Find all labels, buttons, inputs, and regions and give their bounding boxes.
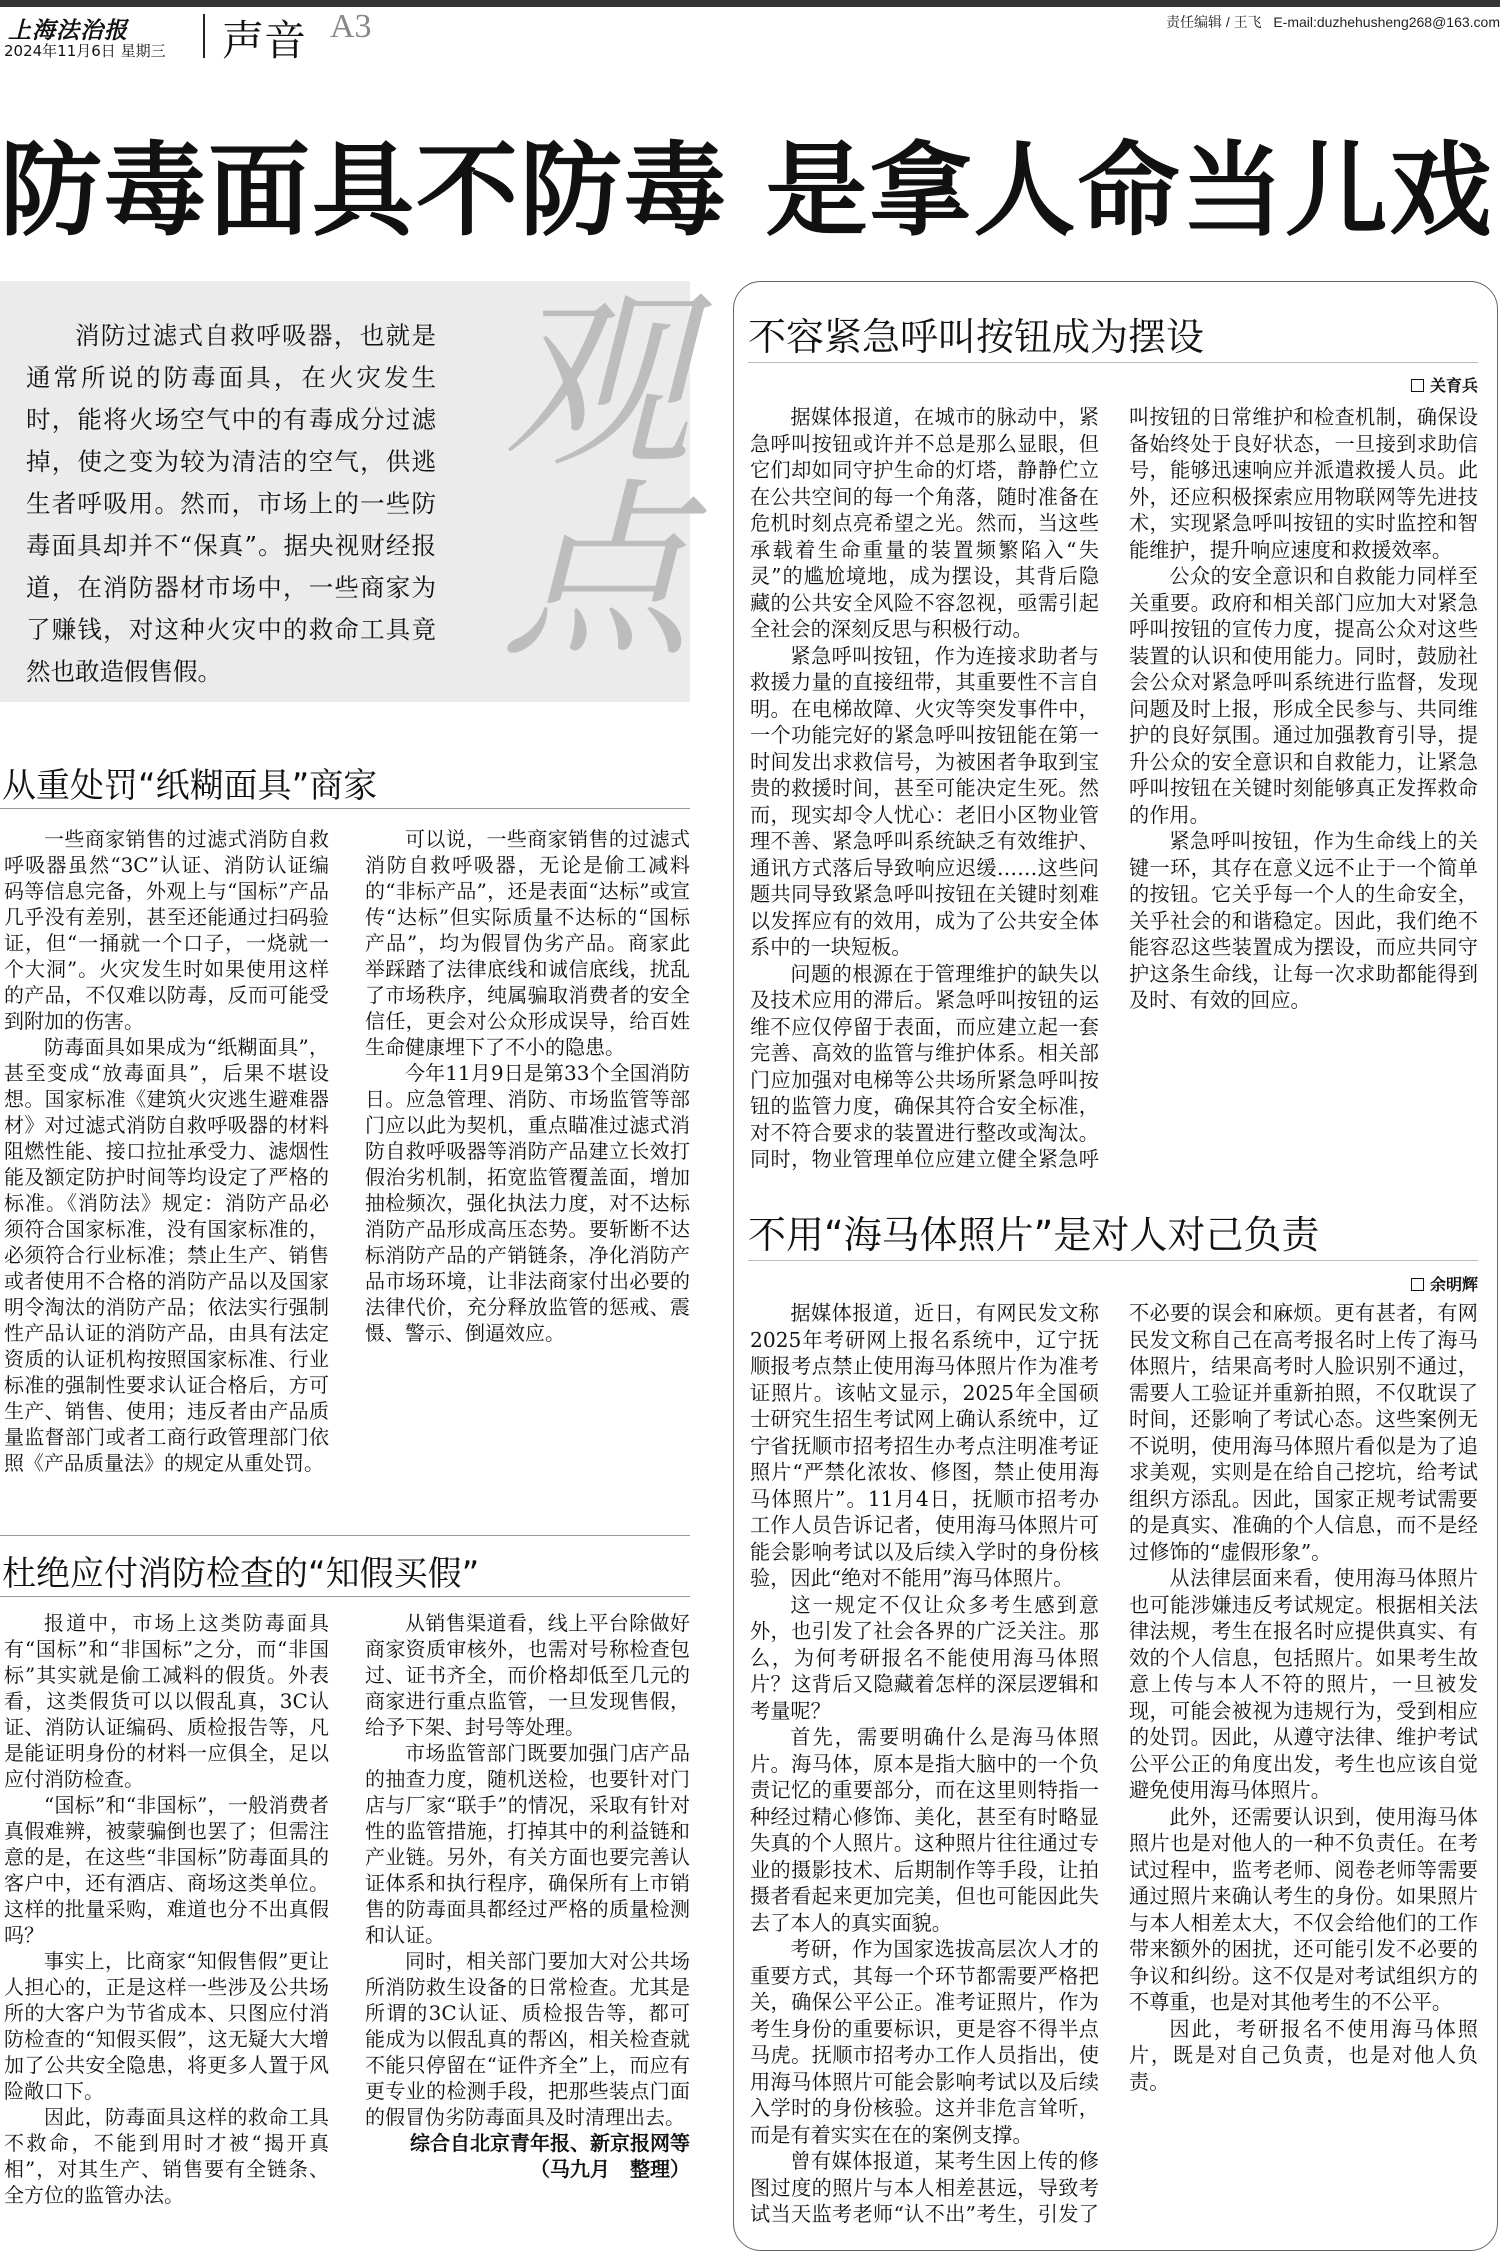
opinion-watermark: 观点	[470, 281, 691, 661]
paragraph: 同时，相关部门要加大对公共场所消防救生设备的日常检查。尤其是所谓的3C认证、质检报告等，都可能成为以假乱真的帮凶，相关检查就不能只停留在“证件齐全”上，而应有更专业的检测手段，把那些装点门面的假冒伪劣防毒面具及时清理出去。	[365, 1949, 690, 2129]
issue-date: 2024年11月6日 星期三	[4, 42, 166, 60]
compiler-credit: （马九月 整理）	[530, 2157, 690, 2181]
page-number: A3	[330, 8, 372, 45]
article1-rule	[748, 362, 1478, 363]
section1-title: 从重处罚“纸糊面具”商家	[2, 766, 378, 806]
top-rule	[0, 0, 1500, 7]
paragraph: “国标”和“非国标”，一般消费者真假难辨，被蒙骗倒也罢了；但需注意的是，在这些“非国标”防毒面具的客户中，还有酒店、商场这类单位。这样的批量采购，难道也分不出真假吗？	[4, 1793, 329, 1947]
paragraph: 可以说，一些商家销售的过滤式消防自救呼吸器，无论是偷工减料的“非标产品”，还是表面“达标”或宣传“达标”但实际质量不达标的“国标产品”，均为假冒伪劣产品。商家此举踩踏了法律底线和诚信底线，扰乱了市场秩序，纯属骗取消费者的安全信任，更会对公众形成误导，给百姓生命健康埋下了不小的隐患。	[365, 827, 690, 1059]
editor-email: E-mail:duzhehusheng268@163.com	[1273, 14, 1500, 30]
byline-square-icon	[1411, 379, 1424, 392]
paragraph: 今年11月9日是第33个全国消防日。应急管理、消防、市场监管等部门应以此为契机，重点瞄准过滤式消防自救呼吸器等消防产品建立长效打假治劣机制，拓宽监管覆盖面，增加抽检频次，强化执法力度，对不达标消防产品形成高压态势。要斩断不达标消防产品的产销链条，净化消防产品市场环境，让非法商家付出必要的法律代价，充分释放监管的惩戒、震慑、警示、倒逼效应。	[365, 1061, 690, 1345]
paragraph: 因此，防毒面具这样的救命工具不救命，不能到用时才被“揭开真相”，对其生产、销售要有全链条、全方位的监管办法。	[4, 2105, 329, 2207]
paragraph: 此外，还需要认识到，使用海马体照片也是对他人的一种不负责任。在考试过程中，监考老师、阅卷老师等需要通过照片来确认考生的身份。如果照片与本人相差太大，不仅会给他们的工作带来额外的困扰，还可能引发不必要的争议和纠纷。这不仅是对考试组织方的不尊重，也是对其他考生的不公平。	[1129, 1804, 1478, 2014]
section1-body	[4, 826, 690, 1526]
paragraph: 因此，考研报名不使用海马体照片，既是对自己负责，也是对他人负责。	[1129, 2016, 1478, 2094]
section2-body	[4, 1610, 690, 2250]
paragraph: 公众的安全意识和自救能力同样至关重要。政府和相关部门应加大对紧急呼叫按钮的宣传力度，提高公众对这些装置的认识和使用能力。同时，鼓励社会公众对紧急呼叫系统进行监督，发现问题及时上报，形成全民参与、共同维护的良好氛围。通过加强教育引导，提升公众的安全意识和自救能力，让紧急呼叫按钮在关键时刻能够真正发挥救命的作用。	[1129, 564, 1478, 827]
newspaper-masthead: 上海法治报	[8, 17, 128, 44]
article2-rule	[748, 1260, 1478, 1261]
article1-body	[750, 404, 1478, 1194]
section2-rule	[0, 1596, 690, 1597]
paragraph: 从销售渠道看，线上平台除做好商家资质审核外，也需对号称检查包过、证书齐全，而价格却低至几元的商家进行重点监管，一旦发现售假，给予下架、封号等处理。	[365, 1611, 690, 1739]
intro-box	[0, 281, 690, 702]
article2-body	[750, 1300, 1478, 2240]
article2-byline	[1411, 1272, 1478, 1295]
editor-info	[1166, 12, 1500, 32]
paragraph: 事实上，比商家“知假售假”更让人担心的，正是这样一些涉及公共场所的大客户为节省成本、只图应付消防检查的“知假买假”，这无疑大大增加了公共安全隐患，将更多人置于风险敞口下。	[4, 1949, 329, 2103]
source-credit: 综合自北京青年报、新京报网等	[410, 2131, 690, 2155]
section2-top-rule	[0, 1535, 690, 1536]
article2-title: 不用“海马体照片”是对人对己负责	[748, 1213, 1320, 1257]
author-name: 余明辉	[1429, 1275, 1478, 1294]
intro-text: 消防过滤式自救呼吸器，也就是通常所说的防毒面具，在火灾发生时，能将火场空气中的有毒成分过滤掉，使之变为较为清洁的空气，供逃生者呼吸用。然而，市场上的一些防毒面具却并不“保真”。据央视财经报道，在消防器材市场中，一些商家为了赚钱，对这种火灾中的救命工具竟然也敢造假售假。	[26, 321, 436, 686]
paragraph: 这一规定不仅让众多考生感到意外，也引发了社会各界的广泛关注。那么，为何考研报名不能使用海马体照片？这背后又隐藏着怎样的深层逻辑和考量呢？	[750, 1592, 1099, 1723]
page-headline: 防毒面具不防毒 是拿人命当儿戏	[0, 132, 1494, 251]
paragraph: 一些商家销售的过滤式消防自救呼吸器虽然“3C”认证、消防认证编码等信息完备，外观上与“国标”产品几乎没有差别，甚至还能通过扫码验证，但“一捅就一个口子，一烧就一个大洞”。火灾发生时如果使用这样的产品，不仅难以防毒，反而可能受到附加的伤害。	[4, 827, 329, 1033]
paragraph: 考研，作为国家选拔高层次人才的重要方式，其每一个环节都需要严格把关，确保公平公正。准考证照片，作为考生身份的重要标识，更是容不得半点马虎。抚顺市招考办工作人员指出，使用海马体照片可能会影响考试以及后续入学时的身份核验。这并非危言耸听，而是有着实实在在的案例支撑。	[750, 1937, 1099, 2147]
paragraph: 紧急呼叫按钮，作为连接求助者与救援力量的直接纽带，其重要性不言自明。在电梯故障、火灾等突发事件中，一个功能完好的紧急呼叫按钮能在第一时间发出求救信号，为被困者争取到宝贵的救援时间，甚至可能决定生死。然而，现实却令人忧心：老旧小区物业管理不善、紧急呼叫系统缺乏有效维护、通讯方式落后导致响应迟缓……这些问题共同导致紧急呼叫按钮在关键时刻难以发挥应有的效用，成为了公共安全体系中的一块短板。	[750, 643, 1099, 959]
paragraph: 曾有媒体报道，某考生因上传的修图过度的照片与本人相差甚远，导致考试当天监考老师“认不出”考生，引发了不必要的误会和麻烦。更有甚者，有网民发文称自己在高考报名时上传了海马体照片，结果高考时人脸识别不通过，需要人工验证并重新拍照，不仅耽误了时间，还影响了考试心态。这些案例无不说明，使用海马体照片看似是为了追求美观，实则是在给自己挖坑，给考试组织方添乱。因此，国家正规考试需要的是真实、准确的个人信息，而不是经过修饰的“虚假形象”。	[750, 1301, 1478, 2226]
paragraph: 据媒体报道，在城市的脉动中，紧急呼叫按钮或许并不总是那么显眼，但它们却如同守护生命的灯塔，静静伫立在公共空间的每一个角落，随时准备在危机时刻点亮希望之光。然而，当这些承载着生命重量的装置频繁陷入“失灵”的尴尬境地，成为摆设，其背后隐藏的公共安全风险不容忽视，亟需引起全社会的深刻反思与积极行动。	[750, 405, 1099, 641]
section-name: 声音	[222, 16, 307, 65]
paragraph: 紧急呼叫按钮，作为生命线上的关键一环，其存在意义远不止于一个简单的按钮。它关乎每一个人的生命安全，关乎社会的和谐稳定。因此，我们绝不能容忍这些装置成为摆设，而应共同守护这条生命线，让每一次求助都能得到及时、有效的回应。	[1129, 829, 1478, 1012]
section2-title: 杜绝应付消防检查的“知假买假”	[2, 1554, 480, 1594]
section1-rule	[0, 808, 690, 809]
paragraph: 首先，需要明确什么是海马体照片。海马体，原本是指大脑中的一个负责记忆的重要部分，而在这里则特指一种经过精心修饰、美化，甚至有时略显失真的个人照片。这种照片往往通过专业的摄影技术、后期制作等手段，让拍摄者看起来更加完美，但也可能因此失去了本人的真实面貌。	[750, 1725, 1099, 1935]
article1-title: 不容紧急呼叫按钮成为摆设	[748, 315, 1205, 359]
paragraph: 报道中，市场上这类防毒面具有“国标”和“非国标”之分，而“非国标”其实就是偷工减料的假货。外表看，这类假货可以以假乱真，3C认证、消防认证编码、质检报告等，凡是能证明身份的材料一应俱全，足以应付消防检查。	[4, 1611, 329, 1791]
paragraph: 市场监管部门既要加强门店产品的抽查力度，随机送检，也要针对门店与厂家“联手”的情况，采取有针对性的监管措施，打掉其中的利益链和产业链。另外，有关方面也要完善认证体系和执行程序，确保所有上市销售的防毒面具都经过严格的质量检测和认证。	[365, 1741, 690, 1947]
paragraph: 防毒面具如果成为“纸糊面具”，甚至变成“放毒面具”，后果不堪设想。国家标准《建筑火灾逃生避难器材》对过滤式消防自救呼吸器的材料阻燃性能、接口拉扯承受力、滤烟性能及额定防护时间等均设定了严格的标准。《消防法》规定：消防产品必须符合国家标准，没有国家标准的，必须符合行业标准；禁止生产、销售或者使用不合格的消防产品以及国家明令淘汰的消防产品；依法实行强制性产品认证的消防产品，由具有法定资质的认证机构按照国家标准、行业标准的强制性要求认证合格后，方可生产、销售、使用；违反者由产品质量监督部门或者工商行政管理部门依照《产品质量法》的规定从重处罚。	[4, 1035, 329, 1475]
paragraph: 问题的根源在于管理维护的缺失以及技术应用的滞后。紧急呼叫按钮的运维不应仅停留于表面，而应建立起一套完善、高效的监管与维护体系。相关部门应加强对电梯等公共场所紧急呼叫按钮的监管力度，确保其符合安全标准，对不符合要求的装置进行整改或淘汰。同时，物业管理单位应建立健全紧急呼叫按钮的日常维护和检查机制，确保设备始终处于良好状态，一旦接到求助信号，能够迅速响应并派遣救援人员。此外，还应积极探索应用物联网等先进技术，实现紧急呼叫按钮的实时监控和智能维护，提升响应速度和救援效率。	[750, 405, 1478, 1171]
author-name: 关育兵	[1429, 376, 1478, 395]
paragraph: 从法律层面来看，使用海马体照片也可能涉嫌违反考试规定。根据相关法律法规，考生在报名时应提供真实、有效的个人信息，包括照片。如果考生故意上传与本人不符的照片，一旦被发现，可能会被视为违规行为，受到相应的处罚。因此，从遵守法律、维护考试公平公正的角度出发，考生也应该自觉避免使用海马体照片。	[1129, 1566, 1478, 1802]
header-divider	[203, 14, 205, 58]
byline-square-icon	[1411, 1278, 1424, 1291]
article1-byline	[1411, 373, 1478, 396]
editor-label: 责任编辑 / 王飞	[1165, 14, 1262, 30]
paragraph: 据媒体报道，近日，有网民发文称2025年考研网上报名系统中，辽宁抚顺报考点禁止使用海马体照片作为准考证照片。该帖文显示，2025年全国硕士研究生招生考试网上确认系统中，辽宁省抚顺市招考招生办考点注明准考证照片“严禁化浓妆、修图，禁止使用海马体照片”。11月4日，抚顺市招考办工作人员告诉记者，使用海马体照片可能会影响考试以及后续入学时的身份核验，因此“绝对不能用”海马体照片。	[750, 1301, 1099, 1590]
